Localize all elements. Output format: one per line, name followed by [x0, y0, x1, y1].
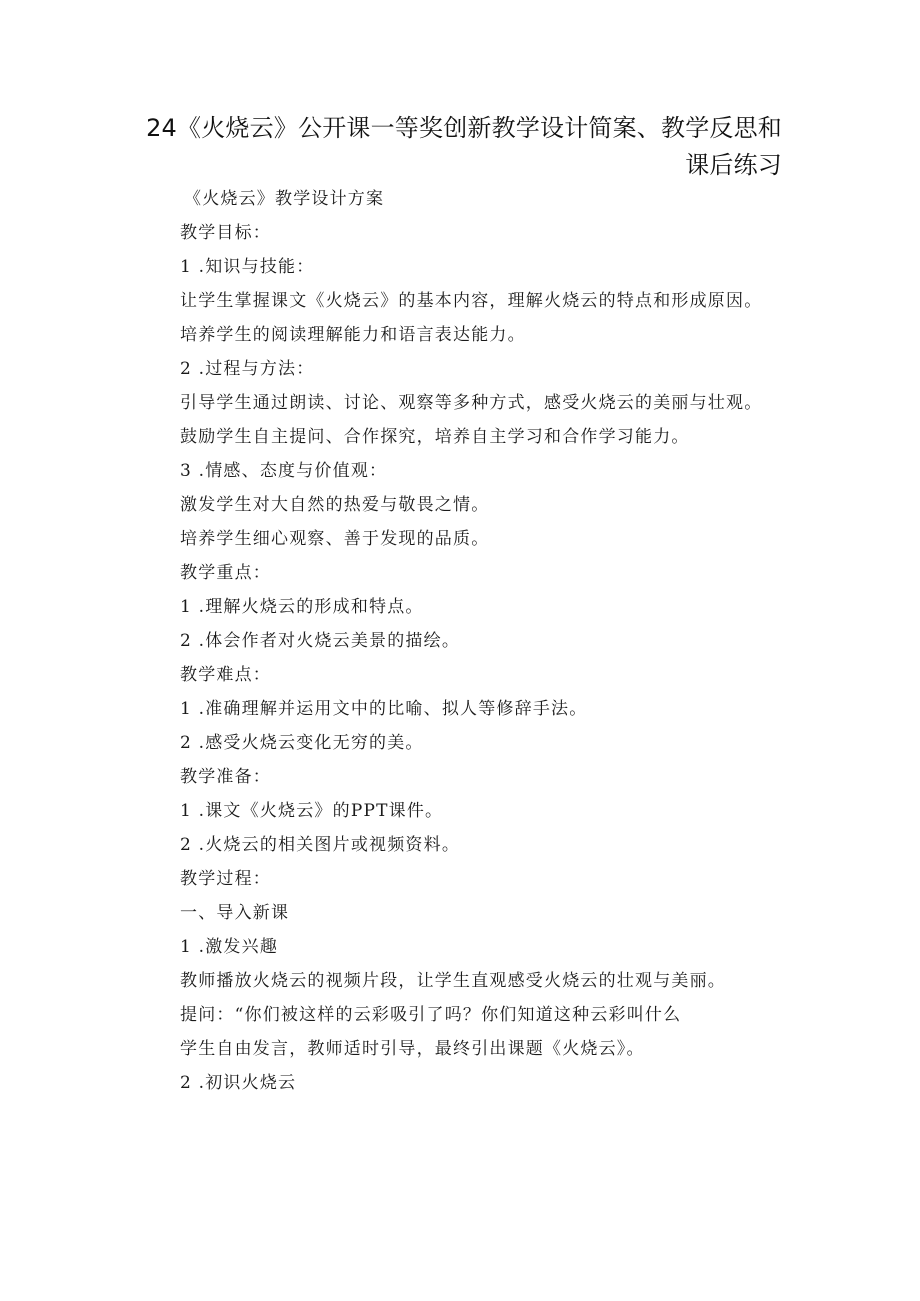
heading-difficulties: 教学难点： — [180, 665, 271, 685]
paragraph: 提问：“你们被这样的云彩吸引了吗？你们知道这种云彩叫什么 — [180, 1005, 682, 1025]
paragraph: 培养学生细心观察、善于发现的品质。 — [180, 529, 490, 549]
list-item: 2 .火烧云的相关图片或视频资料。 — [180, 835, 461, 855]
heading-key-points: 教学重点： — [180, 563, 271, 583]
paragraph: 激发学生对大自然的热爱与敬畏之情。 — [180, 495, 490, 515]
heading-process: 教学过程： — [180, 869, 271, 889]
paragraph: 教师播放火烧云的视频片段，让学生直观感受火烧云的壮观与美丽。 — [180, 971, 726, 991]
list-item: 1 .理解火烧云的形成和特点。 — [180, 597, 424, 617]
list-item: 2 .过程与方法： — [180, 359, 315, 379]
list-item: 1 .课文《火烧云》的PPT课件。 — [180, 801, 444, 821]
heading-objectives: 教学目标： — [180, 223, 271, 243]
list-item: 2 .感受火烧云变化无穷的美。 — [180, 733, 424, 753]
section-subtitle: 《火烧云》教学设计方案 — [184, 189, 385, 209]
list-item: 1 .准确理解并运用文中的比喻、拟人等修辞手法。 — [180, 699, 588, 719]
list-item: 1 .激发兴趣 — [180, 937, 279, 957]
document-title: 24《火烧云》公开课一等奖创新教学设计简案、教学反思和课后练习 — [146, 114, 782, 179]
list-item: 2 .初识火烧云 — [180, 1073, 297, 1093]
paragraph: 培养学生的阅读理解能力和语言表达能力。 — [180, 325, 526, 345]
section-heading: 一、导入新课 — [180, 903, 290, 923]
paragraph: 学生自由发言，教师适时引导，最终引出课题《火烧云》。 — [180, 1039, 645, 1059]
document-body — [138, 182, 784, 1100]
list-item: 3 .情感、态度与价值观： — [180, 461, 388, 481]
paragraph: 引导学生通过朗读、讨论、观察等多种方式，感受火烧云的美丽与壮观。 — [180, 393, 763, 413]
paragraph: 鼓励学生自主提问、合作探究，培养自主学习和合作学习能力。 — [180, 427, 690, 447]
list-item: 2 .体会作者对火烧云美景的描绘。 — [180, 631, 461, 651]
list-item: 1 .知识与技能： — [180, 257, 315, 277]
paragraph: 让学生掌握课文《火烧云》的基本内容，理解火烧云的特点和形成原因。 — [180, 291, 763, 311]
heading-preparation: 教学准备： — [180, 767, 271, 787]
